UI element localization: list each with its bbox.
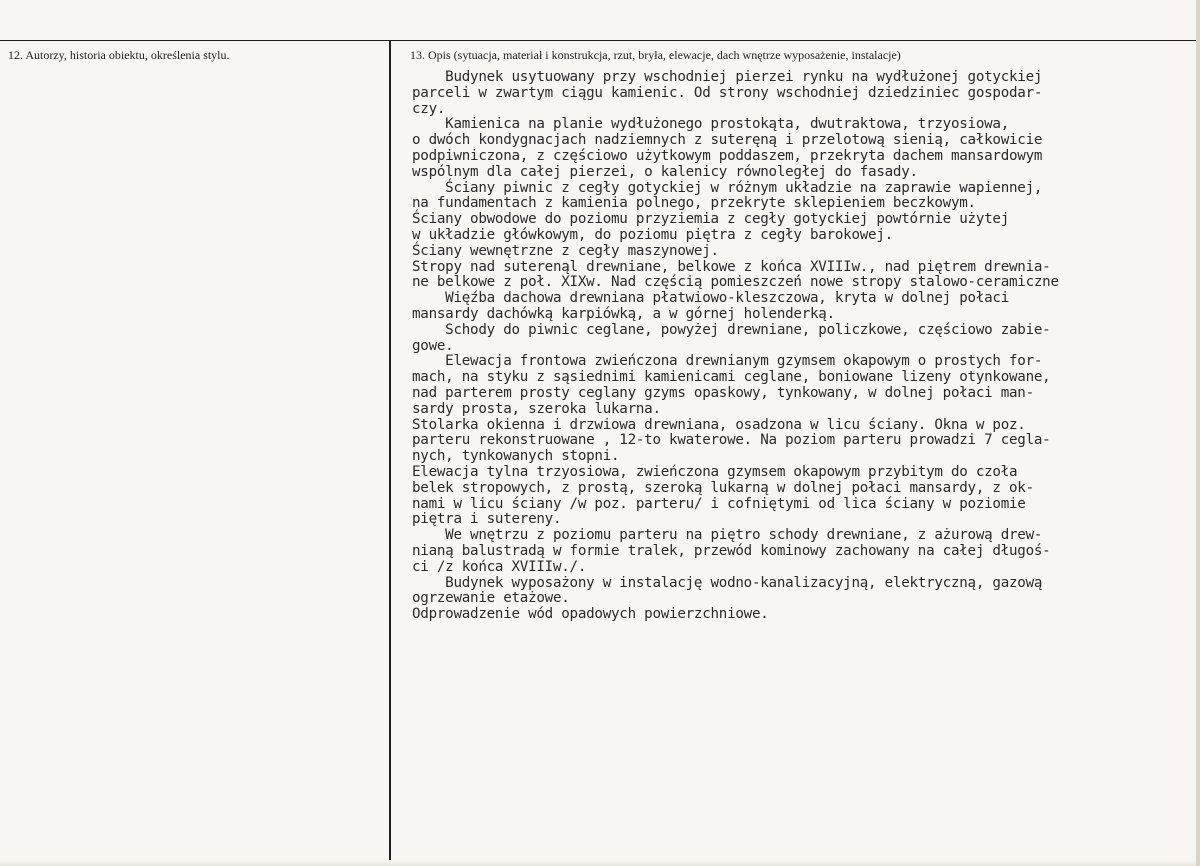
typed-line: ci /z końca XVIIIw./. — [412, 558, 587, 575]
typed-line: sardy prosta, szeroka lukarna. — [412, 400, 661, 417]
typed-line: parceli w zwartym ciągu kamienic. Od strony wschodniej dziedziniec gospodar- — [412, 84, 1043, 101]
typed-line: podpiwniczona, z częściowo użytkowym poddaszem, przekryta dachem mansardowym — [412, 147, 1043, 164]
typed-line: mach, na styku z sąsiednimi kamienicami ceglane, boniowane lizeny otynkowane, — [412, 369, 1051, 386]
typed-line: Schody do piwnic ceglane, powyżej drewniane, policzkowe, częściowo zabie- — [412, 321, 1051, 338]
typed-line: nych, tynkowanych stopni. — [412, 448, 620, 465]
bottom-edge-shade — [0, 860, 1200, 866]
typed-line: Stolarka okienna i drzwiowa drewniana, osadzona w licu ściany. Okna w poz. — [412, 416, 1026, 433]
typed-line: Elewacja frontowa zwieńczona drewnianym gzymsem okapowym o prostych for- — [412, 353, 1043, 370]
top-rule — [0, 0, 1200, 41]
typed-line: czy. — [412, 100, 446, 117]
typed-description — [412, 70, 1198, 623]
section-12-heading: 12. Autorzy, historia obiektu, określenia stylu. — [8, 48, 230, 62]
typed-line: Ściany wewnętrzne z cegły maszynowej. — [412, 242, 719, 259]
typed-line: ne belkowe z poł. XIXw. Nad częścią pomieszczeń nowe stropy stalowo-ceramiczne — [412, 274, 1059, 291]
typed-line: nianą balustradą w formie tralek, przewód kominowy zachowany na całej długoś- — [412, 542, 1051, 559]
typed-line: Budynek usytuowany przy wschodniej pierzei rynku na wydłużonej gotyckiej — [412, 69, 1043, 85]
typed-line: parteru rekonstruowane , 12-to kwaterowe. Na poziom parteru prowadzi 7 cegla- — [412, 432, 1051, 449]
section-13-heading: 13. Opis (sytuacja, materiał i konstrukcja, rzut, bryła, elewacje, dach wnętrze wyposażenie, instalacje) — [410, 48, 901, 62]
typed-line: wspólnym dla całej pierzei, o kalenicy równoległej do fasady. — [412, 163, 918, 180]
typed-line: Stropy nad suterenąl drewniane, belkowe z końca XVIIIw., nad piętrem drewnia- — [412, 258, 1051, 275]
typed-line: Budynek wyposażony w instalację wodno-kanalizacyjną, elektryczną, gazową — [412, 574, 1043, 591]
right-paper-edge — [1196, 0, 1200, 866]
typed-line: Więźba dachowa drewniana płatwiowo-kleszczowa, kryta w dolnej połaci — [412, 290, 1009, 307]
typed-line: Ściany piwnic z cegły gotyckiej w różnym układzie na zaprawie wapiennej, — [412, 179, 1043, 196]
section-12-column — [0, 40, 390, 866]
typed-line: gowe. — [412, 337, 454, 354]
typed-line: nami w licu ściany /w poz. parteru/ i cofniętymi od lica ściany w poziomie — [412, 495, 1026, 512]
typed-line: Kamienica na planie wydłużonego prostokąta, dwutraktowa, trzyosiowa, — [412, 116, 1009, 133]
typed-line: piętra i sutereny. — [412, 511, 562, 528]
typed-line: We wnętrzu z poziomu parteru na piętro schody drewniane, z ażurową drew- — [412, 527, 1043, 544]
typed-line: nad parterem prosty ceglany gzyms opaskowy, tynkowany, w dolnej połaci man- — [412, 384, 1034, 401]
typed-line: o dwóch kondygnacjach nadziemnych z suteręną i przelotową sienią, całkowicie — [412, 132, 1043, 149]
typed-line: ogrzewanie etażowe. — [412, 590, 570, 607]
typed-line: w układzie główkowym, do poziomu piętra z cegły barokowej. — [412, 226, 893, 243]
typed-line: Ściany obwodowe do poziomu przyziemia z cegły gotyckiej powtórnie użytej — [412, 211, 1009, 228]
typed-line: mansardy dachówką karpiówką, a w górnej holenderką. — [412, 305, 835, 322]
typed-line: na fundamentach z kamienia polnego, przekryte sklepieniem beczkowym. — [412, 195, 976, 212]
typed-line: belek stropowych, z prostą, szeroką lukarną w dolnej połaci mansardy, z ok- — [412, 479, 1034, 496]
typed-line: Odprowadzenie wód opadowych powierzchniowe. — [412, 606, 769, 623]
typed-line: Elewacja tylna trzyosiowa, zwieńczona gzymsem okapowym przybitym do czoła — [412, 463, 1018, 480]
